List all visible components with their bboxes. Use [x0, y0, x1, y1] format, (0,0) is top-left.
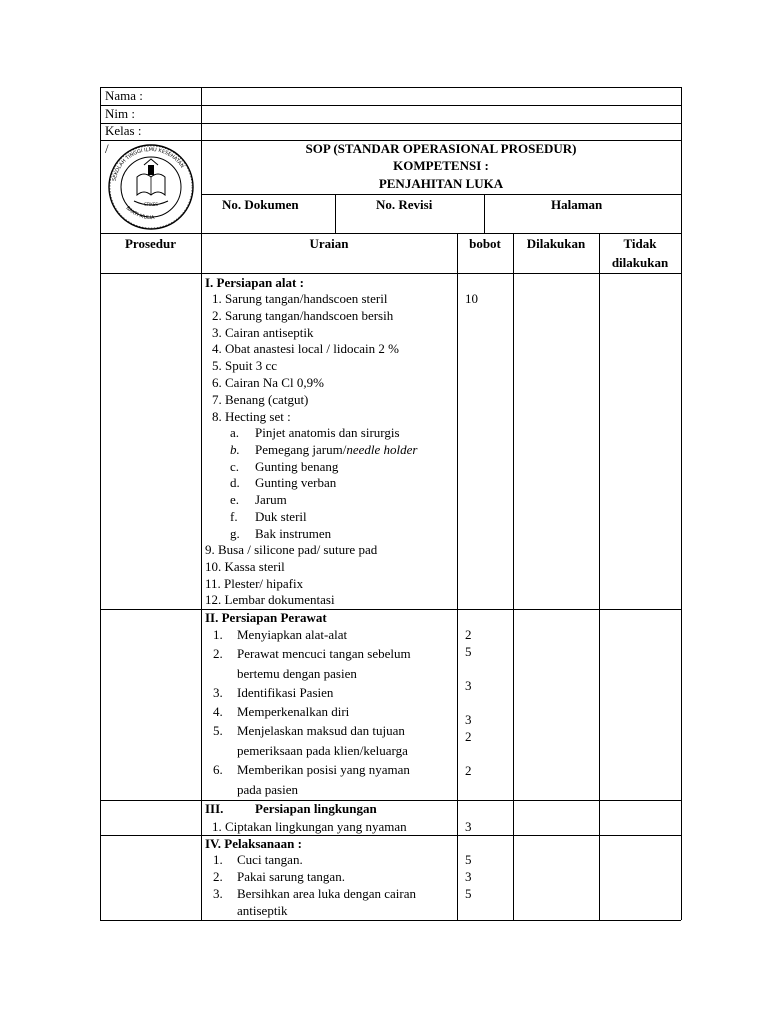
list-item: pemeriksaan pada klien/keluarga [237, 742, 408, 758]
list-item-marker: e. [230, 492, 240, 508]
list-item-text: Jarum [255, 492, 287, 508]
list-item: Pakai sarung tangan. [237, 869, 345, 884]
svg-text:SEKOLAH TINGGI ILMU KESEHATAN: SEKOLAH TINGGI ILMU KESEHATAN [111, 146, 186, 182]
bobot-value: 2 [465, 729, 472, 744]
list-item: Memperkenalkan diri [237, 704, 350, 719]
table-rule [100, 233, 681, 234]
col-bobot: bobot [469, 236, 501, 251]
list-item [255, 492, 287, 508]
no-dokumen-label: No. Dokumen [222, 197, 299, 212]
list-item: Menjelaskan maksud dan tujuan [237, 723, 405, 738]
section-3-number: III. [205, 801, 224, 816]
col-tidak-dilakukan: dilakukan [611, 255, 669, 270]
list-item [255, 425, 400, 441]
list-item-number: 1. [213, 627, 223, 642]
list-item-number: 3. [213, 886, 223, 901]
list-item: Memberikan posisi yang nyaman [237, 762, 410, 777]
table-rule [100, 105, 681, 106]
list-item: 12. Lembar dokumentasi [205, 592, 335, 608]
table-rule [201, 87, 202, 920]
table-rule [457, 233, 458, 920]
svg-text:STIKES: STIKES [144, 202, 158, 207]
list-item: 1. Sarung tangan/handscoen steril [212, 291, 388, 306]
table-rule [100, 273, 681, 274]
table-rule [100, 835, 681, 836]
col-tidak: Tidak [623, 236, 657, 251]
bobot-value: 3 [465, 712, 472, 727]
bobot-value: 2 [465, 627, 472, 642]
list-item-marker: c. [230, 458, 240, 474]
table-border [100, 920, 681, 921]
list-item: 11. Plester/ hipafix [205, 575, 304, 591]
kelas-label: Kelas : [105, 123, 142, 138]
slash-mark: / [105, 141, 109, 156]
table-rule [484, 194, 485, 233]
table-border [100, 87, 101, 920]
list-item: 6. Cairan Na Cl 0,9% [212, 375, 324, 390]
bobot-value: 5 [465, 852, 472, 867]
list-item [255, 509, 307, 525]
section-3-item: 1. Ciptakan lingkungan yang nyaman [212, 819, 407, 834]
svg-text:BAKTI MULIA: BAKTI MULIA [124, 205, 155, 222]
list-item-number: 1. [213, 852, 223, 867]
list-item-text-italic: needle holder [346, 441, 418, 457]
list-item: 7. Benang (catgut) [212, 391, 309, 407]
table-rule [100, 123, 681, 124]
table-border [681, 87, 682, 920]
list-item [255, 526, 331, 542]
list-item: Menyiapkan alat-alat [237, 627, 348, 642]
table-border [100, 87, 681, 88]
section-3-title: Persiapan lingkungan [255, 801, 377, 816]
bobot-value: 2 [465, 763, 472, 778]
list-item-marker: f. [230, 509, 238, 524]
list-item-marker: a. [230, 425, 240, 440]
list-item: 2. Sarung tangan/handscoen bersih [212, 307, 394, 323]
nim-label: Nim : [105, 106, 135, 121]
kompetensi-title: KOMPETENSI : [393, 158, 489, 173]
nama-label: Nama : [105, 88, 143, 103]
list-item-text: Pinjet anatomis dan sirurgis [255, 425, 400, 440]
list-item: Identifikasi Pasien [237, 685, 334, 700]
list-item-text: Bak instrumen [255, 525, 332, 541]
list-item [255, 459, 338, 475]
list-item: Cuci tangan. [237, 852, 303, 867]
list-item-marker: d. [230, 475, 240, 491]
list-item: 10. Kassa steril [205, 558, 285, 574]
no-revisi-label: No. Revisi [376, 197, 433, 212]
list-item-number: 4. [213, 704, 223, 719]
bobot-value: 3 [465, 869, 472, 884]
list-item-marker: g. [230, 525, 240, 541]
list-item-text: Gunting benang [255, 458, 339, 474]
list-item-number: 6. [213, 762, 223, 777]
section-3-bobot: 3 [465, 819, 472, 834]
table-rule [599, 233, 600, 920]
list-item-number: 5. [213, 723, 223, 738]
list-item: antiseptik [237, 902, 288, 918]
list-item [255, 442, 417, 458]
col-dilakukan: Dilakukan [526, 236, 586, 251]
list-item: 9. Busa / silicone pad/ suture pad [205, 542, 378, 557]
list-item-text: Pemegang jarum/ [255, 441, 347, 457]
list-item: Bersihkan area luka dengan cairan [237, 886, 417, 901]
col-uraian: Uraian [309, 236, 349, 251]
list-item: pada pasien [237, 781, 299, 797]
section-4-title: IV. Pelaksanaan : [205, 836, 302, 851]
section-2-title: II. Persiapan Perawat [205, 610, 327, 625]
list-item: 8. Hecting set : [212, 408, 291, 424]
halaman-label: Halaman [551, 197, 603, 212]
list-item: 3. Cairan antiseptik [212, 324, 314, 340]
table-rule [100, 609, 681, 610]
list-item-number: 2. [213, 646, 223, 661]
list-item-text: Duk steril [255, 509, 307, 524]
table-rule [513, 233, 514, 920]
table-rule [201, 194, 681, 195]
penjahitan-title: PENJAHITAN LUKA [378, 176, 504, 191]
list-item: Perawat mencuci tangan sebelum [237, 646, 411, 661]
table-rule [335, 194, 336, 233]
list-item [255, 475, 336, 491]
list-item-number: 3. [213, 685, 223, 700]
section-1-title: I. Persiapan alat : [205, 275, 304, 290]
section-1-bobot: 10 [465, 291, 478, 306]
list-item-marker: b. [230, 441, 240, 457]
list-item: 5. Spuit 3 cc [212, 358, 277, 374]
bobot-value: 5 [465, 644, 472, 659]
list-item-number: 2. [213, 869, 223, 884]
institution-logo [104, 143, 198, 231]
bobot-value: 3 [465, 678, 472, 693]
col-prosedur: Prosedur [124, 236, 177, 251]
bobot-value: 5 [465, 886, 472, 901]
list-item: bertemu dengan pasien [237, 665, 357, 681]
table-rule [100, 800, 681, 801]
list-item-text: Gunting verban [255, 475, 337, 491]
sop-title: SOP (STANDAR OPERASIONAL PROSEDUR) [305, 141, 577, 156]
list-item: 4. Obat anastesi local / lidocain 2 % [212, 341, 400, 357]
